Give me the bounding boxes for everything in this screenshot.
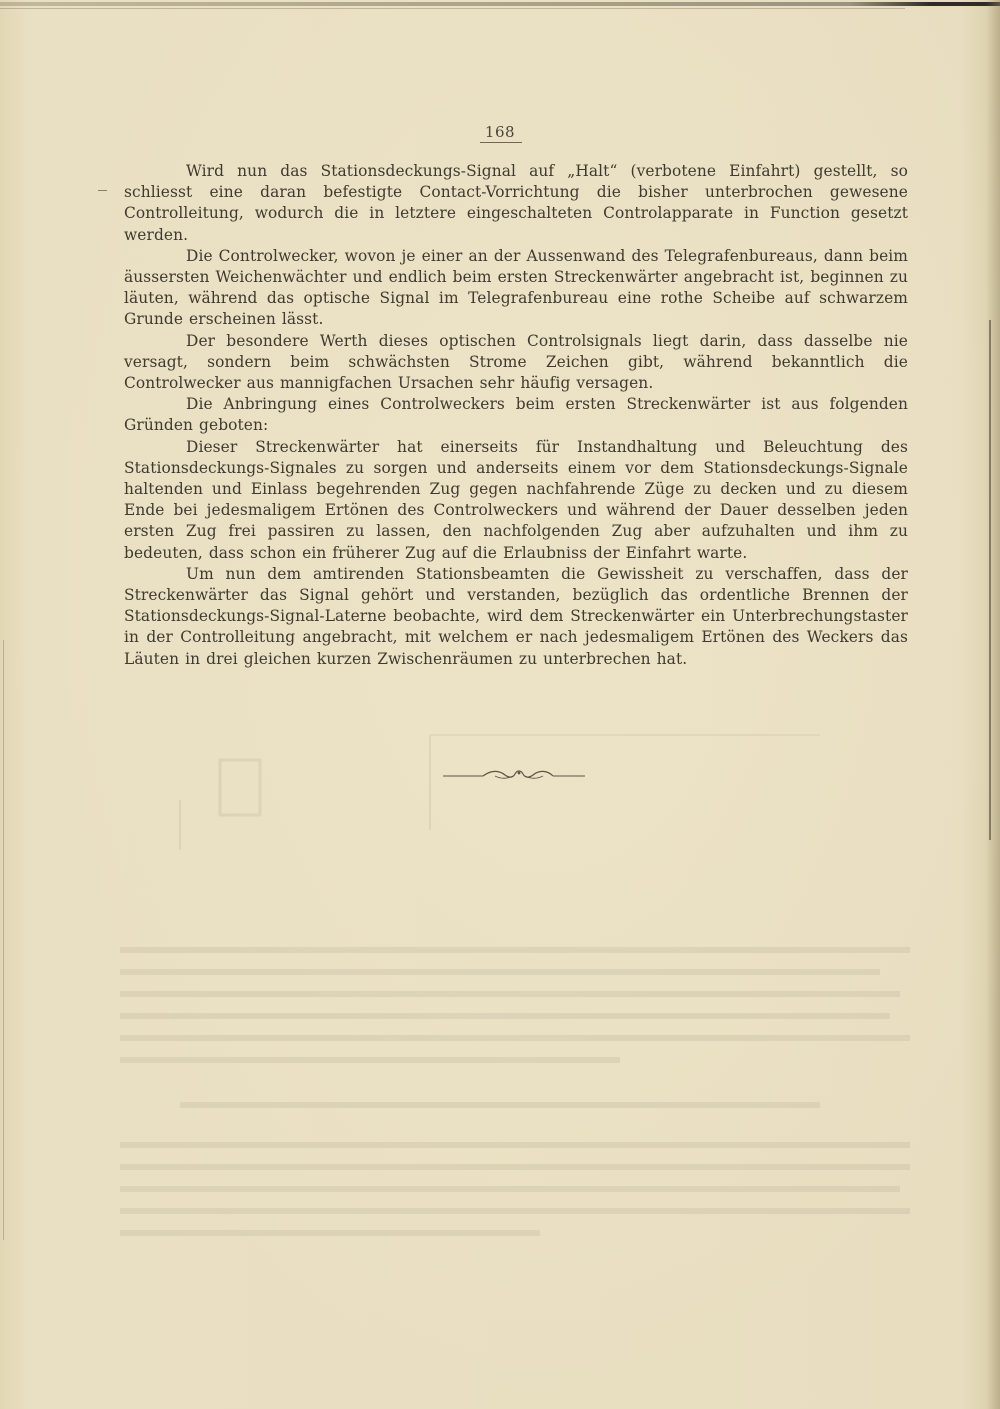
top-edge-fine-rule [0,8,905,9]
reverse-side-bleed-through [120,700,910,1260]
margin-mark [98,190,107,191]
paragraph-3: Der besondere Werth dieses optischen Controlsignals liegt darin, dass dasselbe nie versagt, sondern beim schwächsten Strome Zeichen gibt, während bekanntlich die Controlwecker aus mannigfachen Ursachen sehr häufig versagen. [124,331,908,393]
left-edge-line [3,640,4,1240]
page-number-underline [480,142,522,143]
paragraph-2: Die Controlwecker, wovon je einer an der Aussenwand des Telegrafenbureaus, dann beim äussersten Weichenwächter und endlich beim ersten Streckenwärter angebracht ist, beginnen zu läuten, während das optische Signal im Telegrafenbureau eine rothe Scheibe auf schwarzem Grunde erscheinen lässt. [124,246,908,329]
flourish-divider-icon [443,766,585,782]
paragraph-5: Dieser Streckenwärter hat einerseits für Instandhaltung und Beleuchtung des Stationsdeckungs-Signales zu sorgen und anderseits einem vor dem Stationsdeckungs-Signale haltenden und Einlass begehrenden Zug gegen nachfahrende Züge zu decken und zu diesem Ende bei jedesmaligem Ertönen des Controlweckers und während der Dauer desselben jeden ersten Zug frei passiren zu lassen, den nachfolgenden Zug aber aufzuhalten und ihm zu bedeuten, dass schon ein früherer Zug auf die Erlaubniss der Einfahrt warte. [124,437,908,562]
paragraph-4: Die Anbringung eines Controlweckers beim ersten Streckenwärter ist aus folgenden Gründen geboten: [124,395,908,435]
body-text [124,161,908,670]
paragraph-1: Wird nun das Stationsdeckungs-Signal auf „Halt“ (verbotene Einfahrt) gestellt, so schliesst eine daran befestigte Contact-Vorrichtung die bisher unterbrochen gewesene Controlleitung, wodurch die in letztere eingeschalteten Controlapparate in Function gesetzt werden. [124,162,908,244]
top-edge-rule [0,2,1000,6]
page-number: 168 [484,123,516,141]
paragraph-6: Um nun dem amtirenden Stationsbeamten die Gewissheit zu verschaffen, dass der Streckenwärter das Signal gehört und verstanden, bezüglich das ordentliche Brennen der Stationsdeckungs-Signal-Laterne beobachte, wird dem Streckenwärter ein Unterbrechungstaster in der Controlleitung angebracht, mit welchem er nach jedesmaligem Ertönen des Weckers das Läuten in drei gleichen kurzen Zwischenräumen zu unterbrechen hat. [124,564,908,668]
right-edge-shadow-line [989,320,991,840]
